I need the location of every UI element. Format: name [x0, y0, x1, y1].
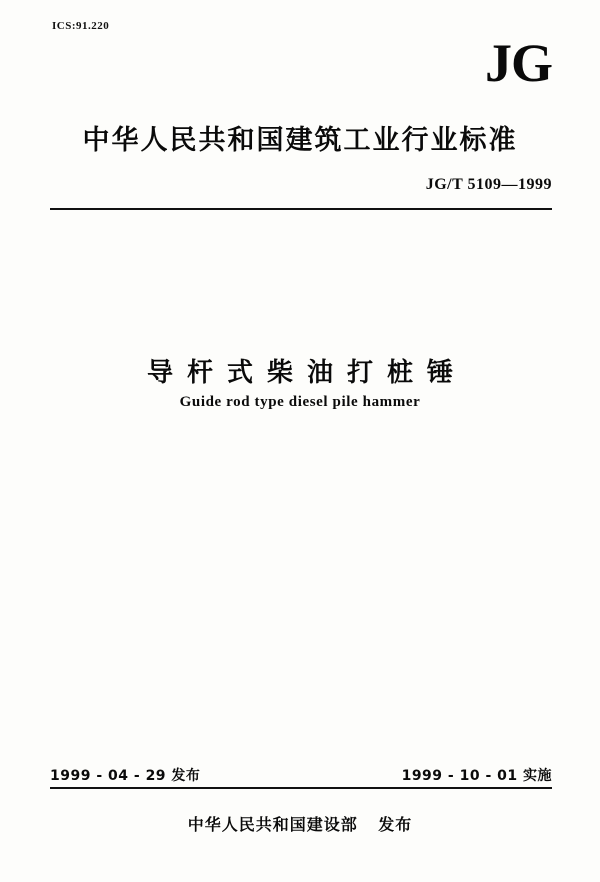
standard-number: JG/T 5109—1999 [425, 176, 552, 193]
document-title-chinese: 导杆式柴油打桩锤 [146, 358, 467, 388]
date-row [50, 765, 552, 785]
issue-date: 1999 - 04 - 29 发布 [50, 768, 201, 784]
jg-logo: JG [484, 33, 552, 93]
publisher-suffix: 发布 [378, 815, 413, 834]
effective-date: 1999 - 10 - 01 实施 [401, 768, 552, 784]
header-divider [50, 208, 552, 210]
ics-code: ICS:91.220 [52, 20, 110, 32]
publisher-name: 中华人民共和国建设部 [187, 815, 358, 834]
standard-series-title: 中华人民共和国建筑工业行业标准 [82, 125, 518, 156]
footer-divider [50, 787, 552, 789]
document-title-english: Guide rod type diesel pile hammer [179, 394, 421, 410]
publisher-row [0, 812, 600, 835]
